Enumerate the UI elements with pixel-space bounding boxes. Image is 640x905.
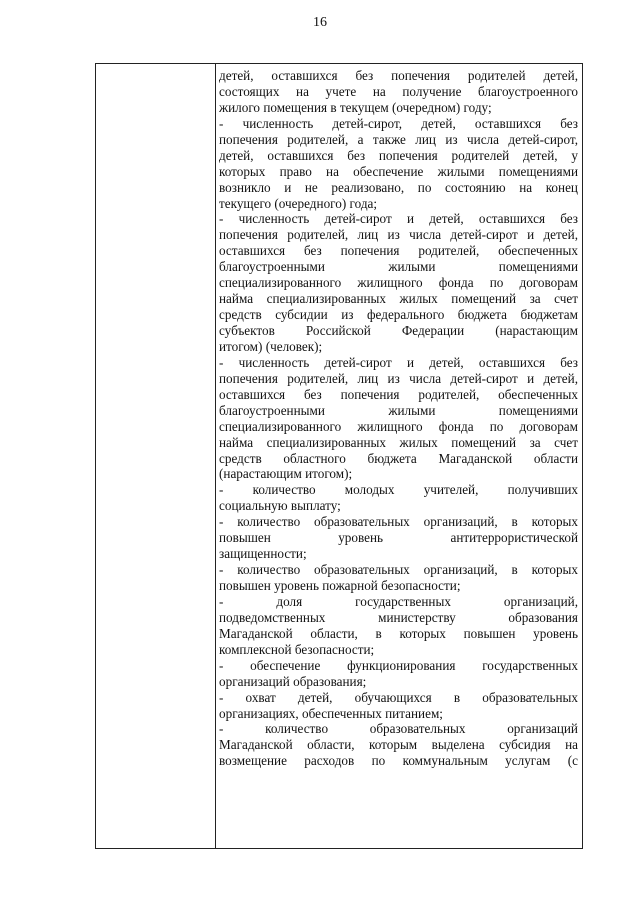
text-line: - доля государственных организаций, xyxy=(219,593,578,609)
text-line: социальную выплату; xyxy=(219,498,341,514)
page-number: 16 xyxy=(313,15,327,30)
text-line: Магаданской области, которым выделена субсидия на xyxy=(219,737,578,753)
text-line: возмещение расходов по коммунальным услугам (с xyxy=(219,753,578,769)
text-line: - количество образовательных организаций, в которых xyxy=(219,514,578,530)
text-line: текущего (очередного) года; xyxy=(219,195,378,211)
text-line: благоустроенными жилыми помещениями xyxy=(219,259,578,275)
text-line: повышен уровень антитеррористической xyxy=(219,530,578,546)
text-line: оставшихся без попечения родителей, обеспеченных xyxy=(219,243,578,259)
text-line: оставшихся без попечения родителей, обеспеченных xyxy=(219,386,578,402)
text-line: защищенности; xyxy=(219,546,307,562)
text-line: специализированного жилищного фонда по договорам xyxy=(219,275,578,291)
text-line: - численность детей-сирот и детей, оставшихся без xyxy=(219,354,578,370)
text-line: организациях, обеспеченных питанием; xyxy=(219,705,443,721)
text-line: возникло и не реализовано, по состоянию на конец xyxy=(219,179,578,195)
text-line: итогом) (человек); xyxy=(219,338,323,354)
text-line: - количество образовательных организаций, в которых xyxy=(219,562,578,578)
text-line: - обеспечение функционирования государственных xyxy=(219,657,578,673)
text-line: - численность детей-сирот, детей, оставшихся без xyxy=(219,115,578,131)
text-line: состоящих на учете на получение благоустроенного xyxy=(219,83,578,99)
text-line: - охват детей, обучающихся в образовательных xyxy=(219,689,578,705)
text-line: - численность детей-сирот и детей, оставшихся без xyxy=(219,211,578,227)
text-line: детей, оставшихся без попечения родителей детей, у xyxy=(219,147,578,163)
text-line: попечения родителей, лиц из числа детей-сирот и детей, xyxy=(219,227,578,243)
text-line: субъектов Российской Федерации (нарастающим xyxy=(219,323,578,338)
text-line: попечения родителей, а также лиц из числа детей-сирот, xyxy=(219,131,578,147)
text-line: специализированного жилищного фонда по договорам xyxy=(219,418,578,434)
document-table xyxy=(95,63,583,849)
text-line: - количество образовательных организаций xyxy=(219,721,578,737)
text-line: благоустроенными жилыми помещениями xyxy=(219,402,578,418)
text-line: найма специализированных жилых помещений за счет xyxy=(219,291,578,307)
text-line: средств субсидии из федерального бюджета бюджетам xyxy=(219,307,578,323)
table-left-cell xyxy=(96,64,216,848)
text-line: - количество молодых учителей, получивших xyxy=(219,482,578,498)
text-line: подведомственных министерству образования xyxy=(219,609,578,625)
text-line: найма специализированных жилых помещений за счет xyxy=(219,434,578,450)
text-line: средств областного бюджета Магаданской области xyxy=(219,450,578,466)
text-line: повышен уровень пожарной безопасности; xyxy=(219,578,461,593)
text-line: попечения родителей, лиц из числа детей-сирот и детей, xyxy=(219,370,578,386)
text-line: комплексной безопасности; xyxy=(219,641,375,657)
text-line: детей, оставшихся без попечения родителей детей, xyxy=(219,68,578,83)
text-line: организаций образования; xyxy=(219,673,367,689)
text-line: (нарастающим итогом); xyxy=(219,466,353,482)
text-line: Магаданской области, в которых повышен уровень xyxy=(219,625,578,641)
text-line: жилого помещения в текущем (очередном) году; xyxy=(219,99,492,115)
table-right-cell xyxy=(219,68,578,848)
text-line: которых право на обеспечение жилыми помещениями xyxy=(219,163,578,179)
